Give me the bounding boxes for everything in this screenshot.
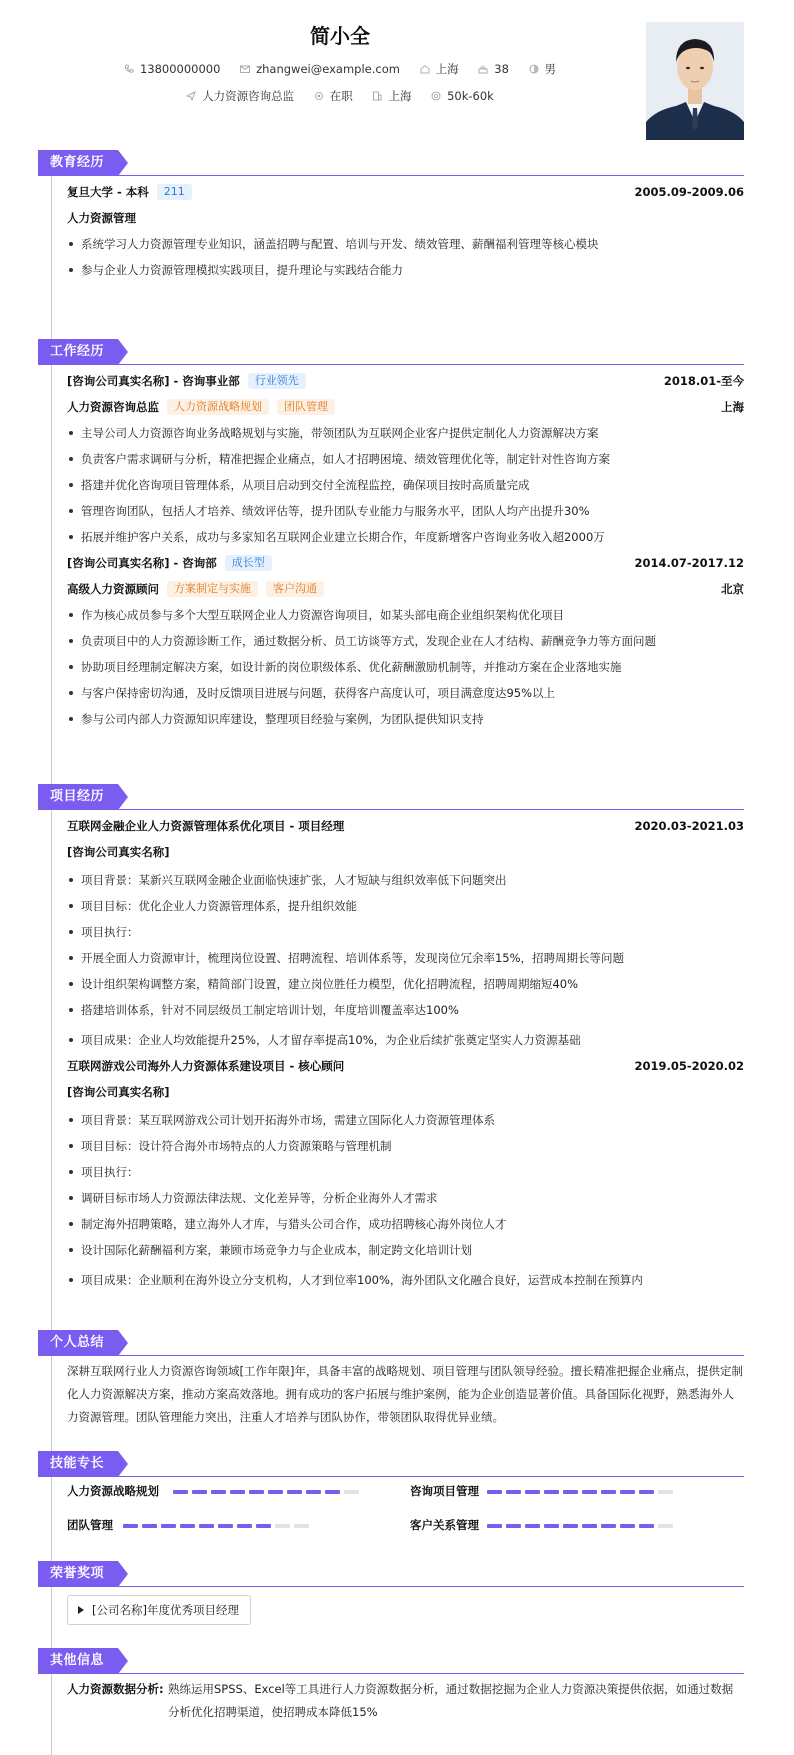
list-item: 管理咨询团队，包括人才培养、绩效评估等，提升团队专业能力与服务水平，团队人均产出提升30% xyxy=(67,498,744,524)
awards-header xyxy=(38,1561,744,1587)
skill-segment-filled xyxy=(639,1490,654,1494)
project-name: 互联网游戏公司海外人力资源体系建设项目 - 核心顾问 xyxy=(67,1059,345,1073)
profile-photo xyxy=(646,22,744,140)
skill-segment-filled xyxy=(230,1490,245,1494)
skill-tag: 客户沟通 xyxy=(266,581,324,597)
company-tag: 成长型 xyxy=(225,555,272,571)
home-icon xyxy=(420,64,430,74)
phone-item xyxy=(124,62,220,76)
list-item: 拓展并维护客户关系，成功与多家知名互联网企业建立长期合作，年度新增客户咨询业务收入超2000万 xyxy=(67,524,744,550)
skill-segment-filled xyxy=(601,1490,616,1494)
skill-segment-filled xyxy=(180,1524,195,1528)
cake-icon xyxy=(478,64,488,74)
other-title: 其他信息 xyxy=(38,1648,118,1674)
company-name: [咨询公司真实名称] - 咨询事业部 xyxy=(67,374,240,388)
contact-row xyxy=(0,61,680,77)
work-header xyxy=(38,339,744,365)
skill-segment-filled xyxy=(173,1490,188,1494)
work-location: 上海 xyxy=(721,400,744,414)
projects-header xyxy=(38,784,744,810)
work-entry-1 xyxy=(67,368,744,394)
list-item: 设计国际化薪酬福利方案，兼顾市场竞争力与企业成本，制定跨文化培训计划 xyxy=(67,1237,744,1263)
skills-section xyxy=(38,1451,744,1541)
status-text: 在职 xyxy=(329,89,353,103)
skill-segment-filled xyxy=(639,1524,654,1528)
salary-item xyxy=(431,89,494,103)
work-location: 北京 xyxy=(721,582,744,596)
skill-segment-filled xyxy=(211,1490,226,1494)
skill-tag: 人力资源战略规划 xyxy=(167,399,269,415)
skills-header xyxy=(38,1451,744,1477)
skills-grid xyxy=(67,1477,744,1541)
education-entry xyxy=(67,179,744,205)
list-item: 负责客户需求调研与分析，精准把握企业痛点，如人才招聘困境、绩效管理优化等，制定针对性咨询方案 xyxy=(67,446,744,472)
skill-segment-filled xyxy=(544,1524,559,1528)
resume-header xyxy=(0,0,794,150)
other-entry xyxy=(67,1674,744,1724)
skill-segment-filled xyxy=(306,1490,321,1494)
other-section xyxy=(38,1648,744,1724)
skill-name: 团队管理 xyxy=(67,1518,113,1532)
work-role-2 xyxy=(67,576,744,602)
skill-tag: 团队管理 xyxy=(277,399,335,415)
other-header xyxy=(38,1648,744,1674)
work-section xyxy=(38,339,744,732)
list-item: 参与公司内部人力资源知识库建设，整理项目经验与案例，为团队提供知识支持 xyxy=(67,706,744,732)
education-section xyxy=(38,150,744,283)
triangle-right-icon xyxy=(78,1606,84,1614)
education-header xyxy=(38,150,744,176)
other-text: 熟练运用SPSS、Excel等工具进行人力资源数据分析，通过数据挖掘为企业人力资源决策提供依据，如通过数据分析优化招聘渠道，使招聘成本降低15% xyxy=(168,1682,734,1719)
skill-segment-filled xyxy=(142,1524,157,1528)
summary-text: 深耕互联网行业人力资源咨询领域[工作年限]年，具备丰富的战略规划、项目管理与团队领导经验。擅长精准把握企业痛点，提供定制化人力资源解决方案，推动方案高效落地。拥有成功的客户拓展与维护案例，能为企业创造显著价值。具备国际化视野，熟悉海外人力资源管理。团队管理能力突出，注重人才培养与团队协作，带领团队取得优异业绩。 xyxy=(67,1364,743,1424)
skill-segment-empty xyxy=(294,1524,309,1528)
status-item xyxy=(314,88,353,104)
money-icon xyxy=(431,91,441,101)
skill-segment-filled xyxy=(123,1524,138,1528)
summary-title: 个人总结 xyxy=(38,1330,118,1356)
skill-segment-empty xyxy=(658,1490,673,1494)
awards-title: 荣誉奖项 xyxy=(38,1561,118,1587)
school-tag: 211 xyxy=(157,184,192,200)
list-item: 作为核心成员参与多个大型互联网企业人力资源咨询项目，如某头部电商企业组织架构优化项目 xyxy=(67,602,744,628)
list-item: 设计组织架构调整方案，精简部门设置，建立岗位胜任力模型，优化招聘流程，招聘周期缩短40% xyxy=(67,971,744,997)
job-title: 高级人力资源顾问 xyxy=(67,582,159,596)
project-company-row xyxy=(67,1079,744,1105)
list-item: 协助项目经理制定解决方案，如设计新的岗位职级体系、优化薪酬激励机制等，并推动方案在企业落地实施 xyxy=(67,654,744,680)
work-bullets-2 xyxy=(67,602,744,732)
building-icon xyxy=(372,91,382,101)
project-period: 2020.03-2021.03 xyxy=(634,819,744,833)
project-company: [咨询公司真实名称] xyxy=(67,845,170,859)
work-bullets-1 xyxy=(67,420,744,550)
list-item: 调研目标市场人力资源法律法规、文化差异等，分析企业海外人才需求 xyxy=(67,1185,744,1211)
project-company: [咨询公司真实名称] xyxy=(67,1085,170,1099)
project-name: 互联网金融企业人力资源管理体系优化项目 - 项目经理 xyxy=(67,819,345,833)
skill-segment-filled xyxy=(506,1490,521,1494)
status-icon xyxy=(314,91,324,101)
project-entry-2 xyxy=(67,1053,744,1079)
list-item: 项目执行： xyxy=(67,919,744,945)
city-text: 上海 xyxy=(435,62,459,76)
target-city-text: 上海 xyxy=(388,89,412,103)
skill-name: 客户关系管理 xyxy=(410,1518,479,1532)
list-item: 负责项目中的人力资源诊断工作，通过数据分析、员工访谈等方式，发现企业在人才结构、薪酬竞争力等方面问题 xyxy=(67,628,744,654)
skill-segment-filled xyxy=(199,1524,214,1528)
list-item: 项目背景：某互联网游戏公司计划开拓海外市场，需建立国际化人力资源管理体系 xyxy=(67,1107,744,1133)
list-item: 项目目标：设计符合海外市场特点的人力资源策略与管理机制 xyxy=(67,1133,744,1159)
skill-segment-filled xyxy=(582,1524,597,1528)
list-item: 项目背景：某新兴互联网金融企业面临快速扩张，人才短缺与组织效率低下问题突出 xyxy=(67,867,744,893)
list-item: 参与企业人力资源管理模拟实践项目，提升理论与实践结合能力 xyxy=(67,257,744,283)
list-item: 项目成果：企业人均效能提升25%，人才留存率提高10%，为企业后续扩张奠定坚实人力资源基础 xyxy=(67,1027,744,1053)
city-item xyxy=(420,61,459,77)
school-name: 复旦大学 - 本科 xyxy=(67,185,149,199)
skill-segment-filled xyxy=(563,1524,578,1528)
list-item: 开展全面人力资源审计，梳理岗位设置、招聘流程、培训体系等，发现岗位冗余率15%，招聘周期长等问题 xyxy=(67,945,744,971)
skill-segment-filled xyxy=(506,1524,521,1528)
portrait-image xyxy=(646,22,744,140)
email-item xyxy=(240,62,400,76)
salary-text: 50k-60k xyxy=(447,89,494,103)
skill-tag: 方案制定与实施 xyxy=(167,581,258,597)
work-role-1 xyxy=(67,394,744,420)
list-item: 系统学习人力资源管理专业知识，涵盖招聘与配置、培训与开发、绩效管理、薪酬福利管理等核心模块 xyxy=(67,231,744,257)
list-item: 主导公司人力资源咨询业务战略规划与实施，带领团队为互联网企业客户提供定制化人力资源解决方案 xyxy=(67,420,744,446)
skill-segment-filled xyxy=(563,1490,578,1494)
list-item: 搭建并优化咨询项目管理体系，从项目启动到交付全流程监控，确保项目按时高质量完成 xyxy=(67,472,744,498)
age-item xyxy=(478,62,509,76)
education-bullets xyxy=(67,231,744,283)
summary-section xyxy=(38,1330,744,1429)
skill-name: 咨询项目管理 xyxy=(410,1484,479,1498)
list-item: 与客户保持密切沟通，及时反馈项目进展与问题，获得客户高度认可，项目满意度达95%以上 xyxy=(67,680,744,706)
skill-segment-filled xyxy=(256,1524,271,1528)
project-bullets-1 xyxy=(67,867,744,1053)
other-label: 人力资源数据分析: xyxy=(67,1682,164,1696)
skill-segment-filled xyxy=(525,1490,540,1494)
skill-segment-filled xyxy=(487,1490,502,1494)
skill-segment-filled xyxy=(601,1524,616,1528)
candidate-name: 简小全 xyxy=(310,24,370,48)
email-text: zhangwei@example.com xyxy=(256,62,400,76)
project-bullets-2 xyxy=(67,1107,744,1293)
target-title-item xyxy=(186,88,294,104)
projects-section xyxy=(38,784,744,1293)
mail-icon xyxy=(240,64,250,74)
target-city-item xyxy=(372,88,411,104)
list-item: 制定海外招聘策略，建立海外人才库，与猎头公司合作，成功招聘核心海外岗位人才 xyxy=(67,1211,744,1237)
education-title: 教育经历 xyxy=(38,150,118,176)
gender-text: 男 xyxy=(544,62,557,76)
major-row xyxy=(67,205,744,231)
project-entry-1 xyxy=(67,813,744,839)
skill-segment-filled xyxy=(218,1524,233,1528)
job-row xyxy=(0,88,680,104)
skill-segment-filled xyxy=(620,1490,635,1494)
phone-icon xyxy=(124,64,134,74)
projects-title: 项目经历 xyxy=(38,784,118,810)
skill-segment-filled xyxy=(268,1490,283,1494)
project-company-row xyxy=(67,839,744,865)
skill-segment-filled xyxy=(525,1524,540,1528)
gender-icon xyxy=(529,64,539,74)
skill-segment-filled xyxy=(237,1524,252,1528)
skill-segment-filled xyxy=(161,1524,176,1528)
work-entry-2 xyxy=(67,550,744,576)
list-item: 项目执行： xyxy=(67,1159,744,1185)
company-tag: 行业领先 xyxy=(248,373,306,389)
work-title: 工作经历 xyxy=(38,339,118,365)
skill-name: 人力资源战略规划 xyxy=(67,1484,159,1498)
project-period: 2019.05-2020.02 xyxy=(634,1059,744,1073)
skills-title: 技能专长 xyxy=(38,1451,118,1477)
list-item: 项目成果：企业顺利在海外设立分支机构，人才到位率100%，海外团队文化融合良好，运营成本控制在预算内 xyxy=(67,1267,744,1293)
company-name: [咨询公司真实名称] - 咨询部 xyxy=(67,556,217,570)
education-period: 2005.09-2009.06 xyxy=(634,185,744,199)
list-item: 项目目标：优化企业人力资源管理体系，提升组织效能 xyxy=(67,893,744,919)
award-text: [公司名称]年度优秀项目经理 xyxy=(92,1603,239,1617)
age-text: 38 xyxy=(494,62,509,76)
award-item xyxy=(67,1595,251,1625)
skill-segment-filled xyxy=(620,1524,635,1528)
skill-segment-empty xyxy=(344,1490,359,1494)
job-title: 人力资源咨询总监 xyxy=(67,400,159,414)
skill-segment-filled xyxy=(192,1490,207,1494)
skill-segment-filled xyxy=(287,1490,302,1494)
target-title-text: 人力资源咨询总监 xyxy=(202,89,295,103)
phone-text: 13800000000 xyxy=(139,62,221,76)
skill-segment-empty xyxy=(658,1524,673,1528)
gender-item xyxy=(529,61,557,77)
summary-header xyxy=(38,1330,744,1356)
list-item: 搭建培训体系，针对不同层级员工制定培训计划，年度培训覆盖率达100% xyxy=(67,997,744,1023)
skill-segment-filled xyxy=(249,1490,264,1494)
skill-segment-empty xyxy=(275,1524,290,1528)
work-period: 2014.07-2017.12 xyxy=(634,556,744,570)
major-name: 人力资源管理 xyxy=(67,211,136,225)
send-icon xyxy=(186,91,196,101)
work-period: 2018.01-至今 xyxy=(663,374,744,388)
awards-section xyxy=(38,1561,744,1625)
skill-segment-filled xyxy=(487,1524,502,1528)
skill-segment-filled xyxy=(544,1490,559,1494)
skill-segment-filled xyxy=(325,1490,340,1494)
skill-segment-filled xyxy=(582,1490,597,1494)
